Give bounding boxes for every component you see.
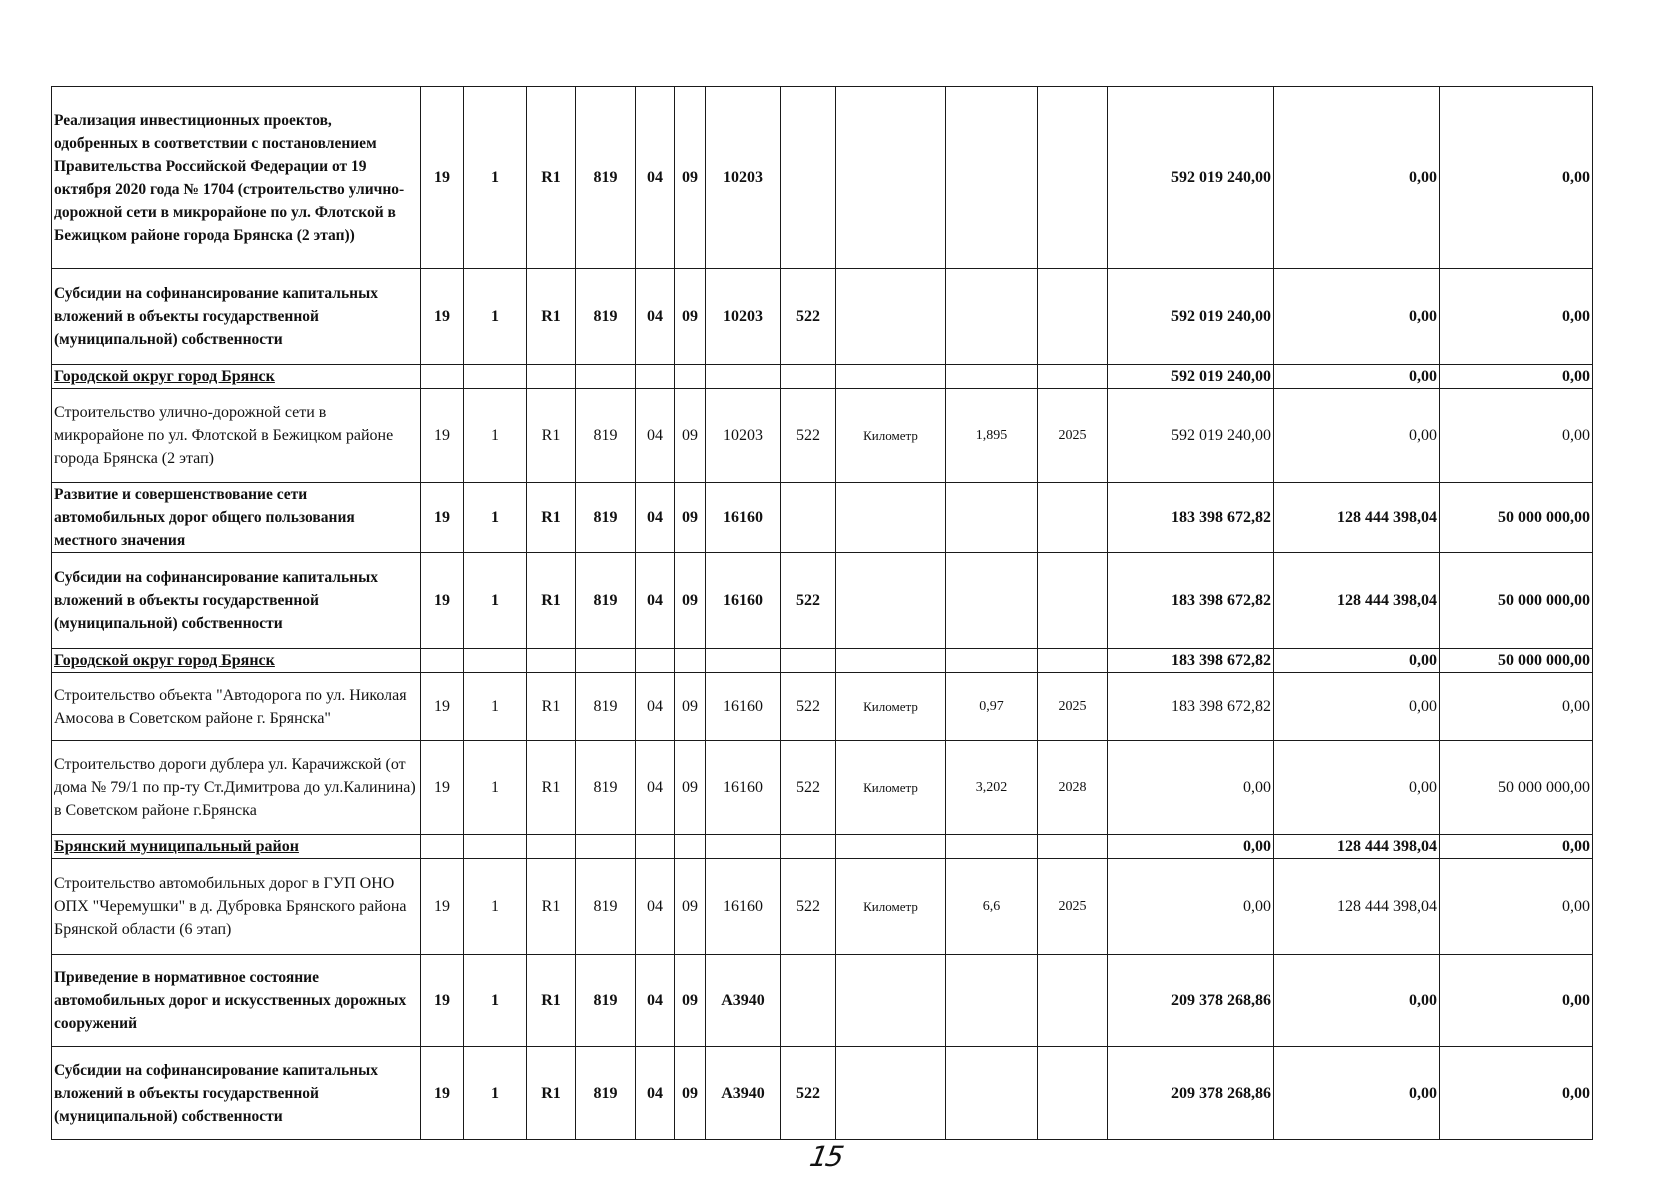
cell-c6: 09 [675, 673, 706, 741]
cell-c7 [706, 835, 781, 859]
table-row [52, 649, 1593, 673]
cell-c1 [421, 835, 464, 859]
cell-qty: 3,202 [946, 741, 1038, 835]
cell-c6 [675, 835, 706, 859]
cell-v1: 209 378 268,86 [1108, 955, 1274, 1047]
cell-c1: 19 [421, 859, 464, 955]
cell-v2: 0,00 [1274, 649, 1440, 673]
cell-c3: R1 [527, 1047, 576, 1140]
cell-c2 [464, 835, 527, 859]
cell-c6: 09 [675, 741, 706, 835]
cell-year [1038, 269, 1108, 365]
cell-c7: А3940 [706, 1047, 781, 1140]
cell-c3: R1 [527, 389, 576, 483]
cell-c5 [636, 365, 675, 389]
cell-v3: 0,00 [1440, 87, 1593, 269]
cell-c5: 04 [636, 673, 675, 741]
cell-c4: 819 [576, 673, 636, 741]
cell-v3: 50 000 000,00 [1440, 553, 1593, 649]
table-row [52, 741, 1593, 835]
row-name-cell: Строительство объекта "Автодорога по ул. Николая Амосова в Советском районе г. Брянска" [52, 673, 421, 741]
cell-v2: 0,00 [1274, 87, 1440, 269]
cell-c3: R1 [527, 955, 576, 1047]
cell-v3: 0,00 [1440, 365, 1593, 389]
cell-c6: 09 [675, 859, 706, 955]
cell-c4: 819 [576, 483, 636, 553]
row-name-cell: Строительство автомобильных дорог в ГУП ОНО ОПХ "Черемушки" в д. Дубровка Брянского района Брянской области (6 этап) [52, 859, 421, 955]
cell-c8: 522 [781, 1047, 836, 1140]
cell-c2 [464, 649, 527, 673]
cell-c1: 19 [421, 269, 464, 365]
cell-c2: 1 [464, 673, 527, 741]
cell-c4: 819 [576, 955, 636, 1047]
cell-v2: 0,00 [1274, 389, 1440, 483]
cell-c8 [781, 365, 836, 389]
cell-c5 [636, 649, 675, 673]
cell-year: 2025 [1038, 673, 1108, 741]
cell-c1: 19 [421, 673, 464, 741]
cell-v2: 128 444 398,04 [1274, 859, 1440, 955]
cell-c6: 09 [675, 483, 706, 553]
cell-unit: Километр [836, 741, 946, 835]
cell-c2: 1 [464, 859, 527, 955]
cell-c4 [576, 649, 636, 673]
cell-v3: 0,00 [1440, 269, 1593, 365]
cell-c5 [636, 835, 675, 859]
cell-c4: 819 [576, 741, 636, 835]
cell-v1: 183 398 672,82 [1108, 649, 1274, 673]
cell-c7 [706, 365, 781, 389]
cell-v1: 592 019 240,00 [1108, 365, 1274, 389]
cell-year [1038, 1047, 1108, 1140]
cell-c8: 522 [781, 741, 836, 835]
cell-v2: 128 444 398,04 [1274, 483, 1440, 553]
cell-v2: 0,00 [1274, 269, 1440, 365]
cell-c8: 522 [781, 673, 836, 741]
cell-v3: 50 000 000,00 [1440, 483, 1593, 553]
table-row [52, 365, 1593, 389]
cell-qty [946, 553, 1038, 649]
cell-c5: 04 [636, 87, 675, 269]
cell-c6: 09 [675, 389, 706, 483]
cell-c4 [576, 365, 636, 389]
cell-c1: 19 [421, 389, 464, 483]
cell-c3: R1 [527, 741, 576, 835]
cell-c8 [781, 955, 836, 1047]
cell-v2: 128 444 398,04 [1274, 553, 1440, 649]
cell-c3 [527, 649, 576, 673]
cell-year [1038, 365, 1108, 389]
cell-year [1038, 835, 1108, 859]
cell-c1: 19 [421, 553, 464, 649]
cell-v2: 0,00 [1274, 673, 1440, 741]
cell-year: 2025 [1038, 389, 1108, 483]
cell-c1 [421, 649, 464, 673]
cell-v3: 0,00 [1440, 389, 1593, 483]
cell-c4: 819 [576, 389, 636, 483]
cell-v3: 0,00 [1440, 673, 1593, 741]
cell-c8: 522 [781, 859, 836, 955]
table-row [52, 269, 1593, 365]
row-name-cell: Городской округ город Брянск [52, 365, 421, 389]
cell-unit [836, 483, 946, 553]
cell-unit [836, 553, 946, 649]
cell-unit: Километр [836, 389, 946, 483]
table-row [52, 389, 1593, 483]
cell-qty [946, 955, 1038, 1047]
table-row [52, 955, 1593, 1047]
cell-unit [836, 365, 946, 389]
cell-c8 [781, 87, 836, 269]
cell-c5: 04 [636, 389, 675, 483]
cell-c4: 819 [576, 859, 636, 955]
cell-unit [836, 269, 946, 365]
cell-c4: 819 [576, 87, 636, 269]
cell-c1: 19 [421, 1047, 464, 1140]
page-number: 15 [807, 1140, 845, 1173]
cell-qty: 0,97 [946, 673, 1038, 741]
cell-qty [946, 483, 1038, 553]
cell-c7: 16160 [706, 483, 781, 553]
cell-v1: 592 019 240,00 [1108, 269, 1274, 365]
cell-v3: 50 000 000,00 [1440, 649, 1593, 673]
row-name-cell: Строительство дороги дублера ул. Карачижской (от дома № 79/1 по пр-ту Ст.Димитрова до ул.Калинина) в Советском районе г.Брянска [52, 741, 421, 835]
cell-v2: 0,00 [1274, 365, 1440, 389]
budget-table [51, 86, 1593, 1140]
cell-c4: 819 [576, 269, 636, 365]
cell-unit [836, 1047, 946, 1140]
cell-c6: 09 [675, 955, 706, 1047]
cell-v1: 0,00 [1108, 741, 1274, 835]
cell-v2: 0,00 [1274, 1047, 1440, 1140]
cell-c7: А3940 [706, 955, 781, 1047]
cell-v3: 0,00 [1440, 1047, 1593, 1140]
cell-qty [946, 649, 1038, 673]
row-name-cell: Приведение в нормативное состояние автомобильных дорог и искусственных дорожных сооружений [52, 955, 421, 1047]
cell-v2: 0,00 [1274, 741, 1440, 835]
cell-year [1038, 483, 1108, 553]
cell-unit: Километр [836, 859, 946, 955]
cell-v1: 0,00 [1108, 835, 1274, 859]
cell-c2: 1 [464, 553, 527, 649]
cell-qty [946, 1047, 1038, 1140]
cell-v1: 0,00 [1108, 859, 1274, 955]
cell-c1: 19 [421, 87, 464, 269]
cell-c8 [781, 649, 836, 673]
cell-c2: 1 [464, 955, 527, 1047]
cell-year [1038, 649, 1108, 673]
cell-v2: 128 444 398,04 [1274, 835, 1440, 859]
table-row [52, 835, 1593, 859]
cell-c3: R1 [527, 269, 576, 365]
cell-c1: 19 [421, 483, 464, 553]
cell-c5: 04 [636, 859, 675, 955]
cell-unit [836, 835, 946, 859]
cell-year [1038, 955, 1108, 1047]
cell-year [1038, 87, 1108, 269]
cell-v1: 183 398 672,82 [1108, 553, 1274, 649]
cell-unit [836, 649, 946, 673]
cell-unit [836, 87, 946, 269]
cell-c3: R1 [527, 87, 576, 269]
cell-v3: 0,00 [1440, 859, 1593, 955]
cell-c8 [781, 835, 836, 859]
table-body [52, 87, 1593, 1140]
cell-c7: 16160 [706, 859, 781, 955]
cell-qty [946, 269, 1038, 365]
cell-c7: 10203 [706, 389, 781, 483]
cell-v3: 0,00 [1440, 955, 1593, 1047]
cell-c4: 819 [576, 1047, 636, 1140]
table-row [52, 859, 1593, 955]
cell-year [1038, 553, 1108, 649]
cell-c3 [527, 365, 576, 389]
row-name-cell: Субсидии на софинансирование капитальных вложений в объекты государственной (муниципальной) собственности [52, 553, 421, 649]
cell-c7: 10203 [706, 269, 781, 365]
cell-c5: 04 [636, 483, 675, 553]
cell-c3: R1 [527, 859, 576, 955]
cell-c2: 1 [464, 389, 527, 483]
row-name-cell: Брянский муниципальный район [52, 835, 421, 859]
cell-qty: 6,6 [946, 859, 1038, 955]
table-row [52, 673, 1593, 741]
cell-c8: 522 [781, 553, 836, 649]
cell-c6 [675, 649, 706, 673]
cell-qty [946, 87, 1038, 269]
cell-c5: 04 [636, 1047, 675, 1140]
row-name-cell: Развитие и совершенствование сети автомобильных дорог общего пользования местного значения [52, 483, 421, 553]
cell-qty: 1,895 [946, 389, 1038, 483]
row-name-cell: Городской округ город Брянск [52, 649, 421, 673]
cell-v1: 592 019 240,00 [1108, 389, 1274, 483]
cell-v1: 183 398 672,82 [1108, 483, 1274, 553]
cell-c8: 522 [781, 269, 836, 365]
table-row [52, 87, 1593, 269]
row-name-cell: Реализация инвестиционных проектов, одобренных в соответствии с постановлением Правительства Российской Федерации от 19 октября 2020 года № 1704 (строительство улично-дорожной сети в микрорайоне по ул. Флотской в Бежицком районе города Брянска (2 этап)) [52, 87, 421, 269]
cell-c7 [706, 649, 781, 673]
cell-c1 [421, 365, 464, 389]
cell-c3 [527, 835, 576, 859]
row-name-cell: Субсидии на софинансирование капитальных вложений в объекты государственной (муниципальной) собственности [52, 269, 421, 365]
cell-c2 [464, 365, 527, 389]
cell-c4 [576, 835, 636, 859]
cell-unit: Километр [836, 673, 946, 741]
cell-c2: 1 [464, 87, 527, 269]
cell-unit [836, 955, 946, 1047]
cell-c8 [781, 483, 836, 553]
cell-v1: 183 398 672,82 [1108, 673, 1274, 741]
cell-c5: 04 [636, 955, 675, 1047]
cell-v1: 209 378 268,86 [1108, 1047, 1274, 1140]
cell-c8: 522 [781, 389, 836, 483]
cell-c5: 04 [636, 553, 675, 649]
cell-c6: 09 [675, 87, 706, 269]
cell-v3: 50 000 000,00 [1440, 741, 1593, 835]
row-name-cell: Строительство улично-дорожной сети в микрорайоне по ул. Флотской в Бежицком районе города Брянска (2 этап) [52, 389, 421, 483]
cell-v2: 0,00 [1274, 955, 1440, 1047]
cell-c7: 16160 [706, 673, 781, 741]
cell-qty [946, 365, 1038, 389]
cell-c2: 1 [464, 483, 527, 553]
cell-c6: 09 [675, 269, 706, 365]
cell-c7: 16160 [706, 741, 781, 835]
cell-c2: 1 [464, 269, 527, 365]
cell-c6: 09 [675, 1047, 706, 1140]
cell-c6: 09 [675, 553, 706, 649]
cell-c3: R1 [527, 483, 576, 553]
cell-c4: 819 [576, 553, 636, 649]
cell-c5: 04 [636, 269, 675, 365]
cell-v1: 592 019 240,00 [1108, 87, 1274, 269]
cell-c3: R1 [527, 553, 576, 649]
cell-c3: R1 [527, 673, 576, 741]
cell-c7: 16160 [706, 553, 781, 649]
table-row [52, 1047, 1593, 1140]
cell-c2: 1 [464, 1047, 527, 1140]
cell-c1: 19 [421, 741, 464, 835]
table-row [52, 553, 1593, 649]
cell-c2: 1 [464, 741, 527, 835]
cell-c7: 10203 [706, 87, 781, 269]
cell-c5: 04 [636, 741, 675, 835]
cell-year: 2028 [1038, 741, 1108, 835]
cell-year: 2025 [1038, 859, 1108, 955]
cell-c1: 19 [421, 955, 464, 1047]
table-row [52, 483, 1593, 553]
cell-qty [946, 835, 1038, 859]
row-name-cell: Субсидии на софинансирование капитальных вложений в объекты государственной (муниципальной) собственности [52, 1047, 421, 1140]
cell-c6 [675, 365, 706, 389]
cell-v3: 0,00 [1440, 835, 1593, 859]
